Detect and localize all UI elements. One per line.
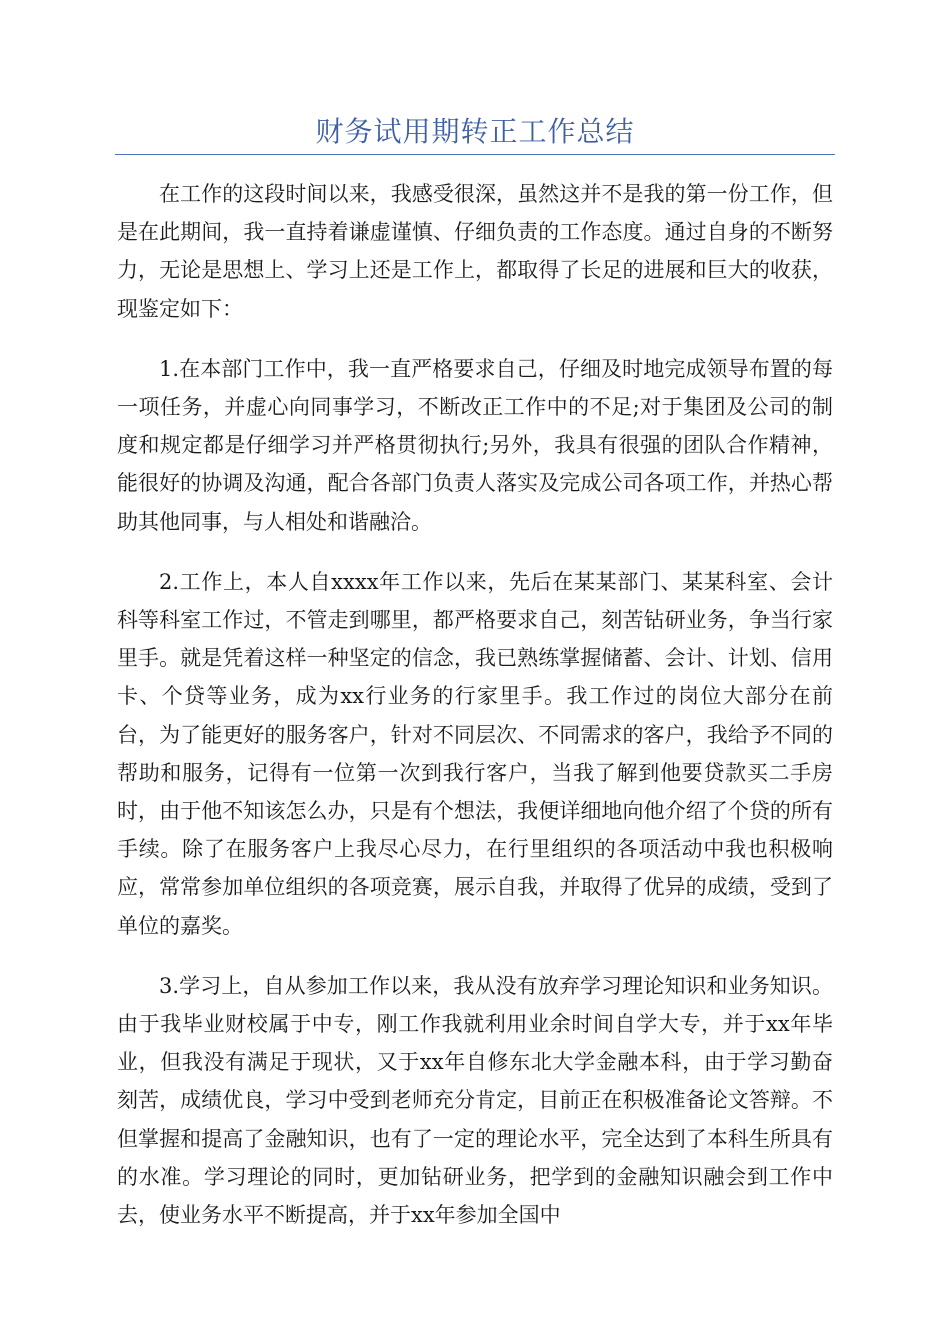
paragraph-item-1: 1.在本部门工作中，我一直严格要求自己，仔细及时地完成领导布置的每一项任务，并虚心向同事学习，不断改正工作中的不足;对于集团及公司的制度和规定都是仔细学习并严格贯彻执行;另外，我具有很强的团队合作精神，能很好的协调及沟通，配合各部门负责人落实及完成公司各项工作，并热心帮助其他同事，与人相处和谐融洽。	[117, 356, 833, 534]
paragraph-intro: 在工作的这段时间以来，我感受很深，虽然这并不是我的第一份工作，但是在此期间，我一直持着谦虚谨慎、仔细负责的工作态度。通过自身的不断努力，无论是思想上、学习上还是工作上，都取得了长足的进展和巨大的收获，现鉴定如下：	[117, 182, 833, 321]
paragraph-item-3: 3.学习上，自从参加工作以来，我从没有放弃学习理论知识和业务知识。由于我毕业财校属于中专，刚工作我就利用业余时间自学大专，并于xx年毕业，但我没有满足于现状，又于xx年自修东北大学金融本科，由于学习勤奋刻苦，成绩优良，学习中受到老师充分肯定，目前正在积极准备论文答辩。不但掌握和提高了金融知识，也有了一定的理论水平，完全达到了本科生所具有的水准。学习理论的同时，更加钻研业务，把学到的金融知识融会到工作中去，使业务水平不断提高，并于xx年参加全国中	[117, 973, 833, 1228]
title-underline	[115, 154, 835, 155]
paragraph-item-2: 2.工作上，本人自xxxx年工作以来，先后在某某部门、某某科室、会计科等科室工作过，不管走到哪里，都严格要求自己，刻苦钻研业务，争当行家里手。就是凭着这样一种坚定的信念，我已熟练掌握储蓄、会计、计划、信用卡、个贷等业务，成为xx行业务的行家里手。我工作过的岗位大部分在前台，为了能更好的服务客户，针对不同层次、不同需求的客户，我给予不同的帮助和服务，记得有一位第一次到我行客户，当我了解到他要贷款买二手房时，由于他不知该怎么办，只是有个想法，我便详细地向他介绍了个贷的所有手续。除了在服务客户上我尽心尽力，在行里组织的各项活动中我也积极响应，常常参加单位组织的各项竞赛，展示自我，并取得了优异的成绩，受到了单位的嘉奖。	[117, 569, 833, 938]
document-body	[117, 175, 833, 1256]
document-title: 财务试用期转正工作总结	[315, 115, 635, 148]
